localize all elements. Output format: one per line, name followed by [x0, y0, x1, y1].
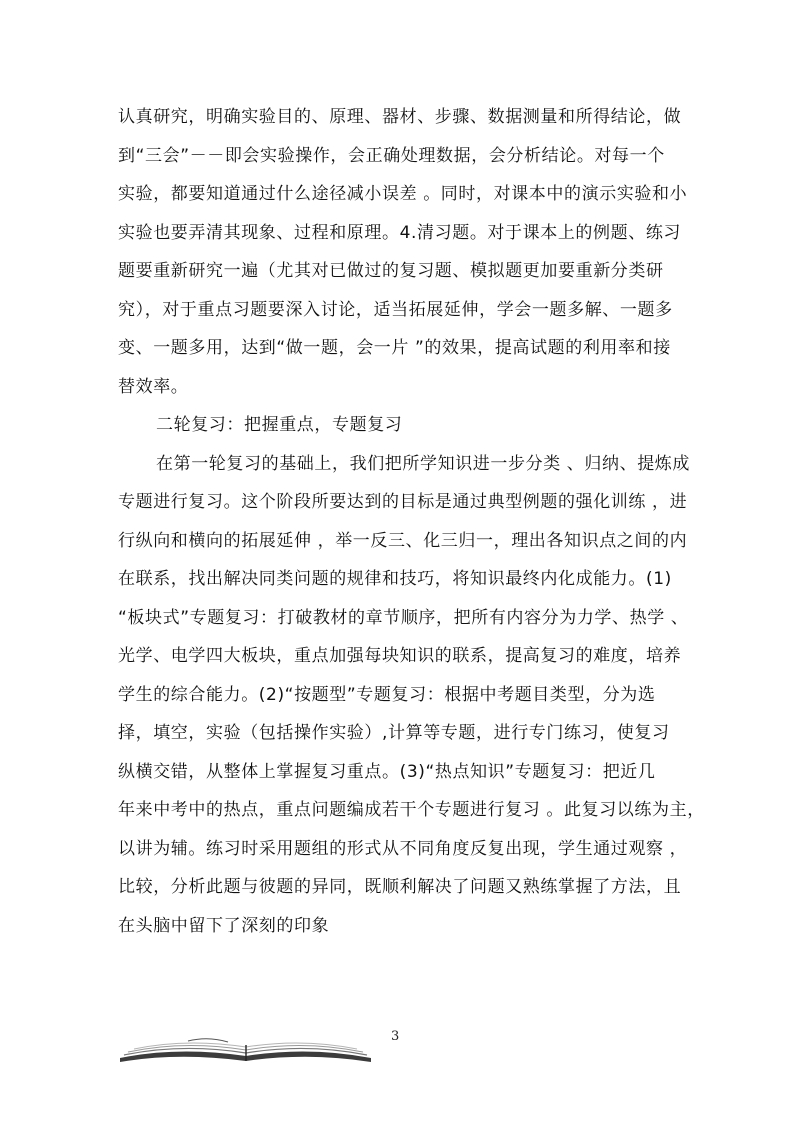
- text-line: 到“三会”－－即会实验操作，会正确处理数据，会分析结论。对每一个: [118, 145, 665, 166]
- text-line: 学生的综合能力。(2)“按题型”专题复习：根据中考题目类型，分为选: [118, 684, 656, 705]
- text-line: 纵横交错，从整体上掌握复习重点。(3)“热点知识”专题复习：把近几: [118, 761, 656, 782]
- text-line: 在头脑中留下了深刻的印象: [118, 915, 330, 936]
- page-number: 3: [391, 1029, 400, 1044]
- section-heading: [118, 406, 678, 445]
- text-line: 专题进行复习。这个阶段所要达到的目标是通过典型例题的强化训练 ，进: [118, 492, 688, 512]
- paragraph-2: [118, 445, 705, 946]
- text-line: 以讲为辅。练习时采用题组的形式从不同角度反复出现，学生通过观察 ，: [118, 838, 688, 859]
- text-line: 行纵向和横向的拓展延伸 ，举一反三、化三归一，理出各知识点之间的内: [118, 530, 688, 551]
- text-line: 年来中考中的热点，重点问题编成若干个专题进行复习 。此复习以练为主，: [118, 800, 705, 820]
- text-line: 择，填空，实验（包括操作实验）,计算等专题，进行专门练习，使复习: [118, 723, 670, 743]
- text-line: 比较，分析此题与彼题的异同，既顺利解决了问题又熟练掌握了方法，且: [118, 877, 682, 897]
- heading-text: 二轮复习：把握重点，专题复习: [156, 415, 403, 435]
- text-line: 变、一题多用，达到“做一题，会一片 ”的效果，提高试题的利用率和接: [118, 338, 671, 358]
- text-line: 认真研究，明确实验目的、原理、器材、步骤、数据测量和所得结论，做: [118, 107, 682, 127]
- text-line: 题要重新研究一遍（尤其对已做过的复习题、模拟题更加要重新分类研: [118, 261, 664, 281]
- document-body: [118, 98, 705, 945]
- text-line: 实验也要弄清其现象、过程和原理。4.清习题。对于课本上的例题、练习: [118, 222, 682, 243]
- text-line: “板块式”专题复习：打破教材的章节顺序，把所有内容分为力学、热学 、: [118, 607, 689, 628]
- text-line: 究），对于重点习题要深入讨论，适当拓展延伸，学会一题多解、一题多: [118, 299, 673, 320]
- text-line: 在第一轮复习的基础上，我们把所学知识进一步分类 、归纳、提炼成: [156, 453, 691, 474]
- text-line: 替效率。: [118, 376, 189, 397]
- open-book-icon: [118, 1036, 373, 1064]
- text-line: 在联系，找出解决同类问题的规律和技巧，将知识最终内化成能力。(1): [118, 569, 672, 589]
- paragraph-1: [118, 98, 688, 406]
- text-line: 光学、电学四大板块，重点加强每块知识的联系，提高复习的难度，培养: [118, 646, 682, 666]
- text-line: 实验，都要知道通过什么途径减小误差 。同时，对课本中的演示实验和小: [118, 184, 688, 204]
